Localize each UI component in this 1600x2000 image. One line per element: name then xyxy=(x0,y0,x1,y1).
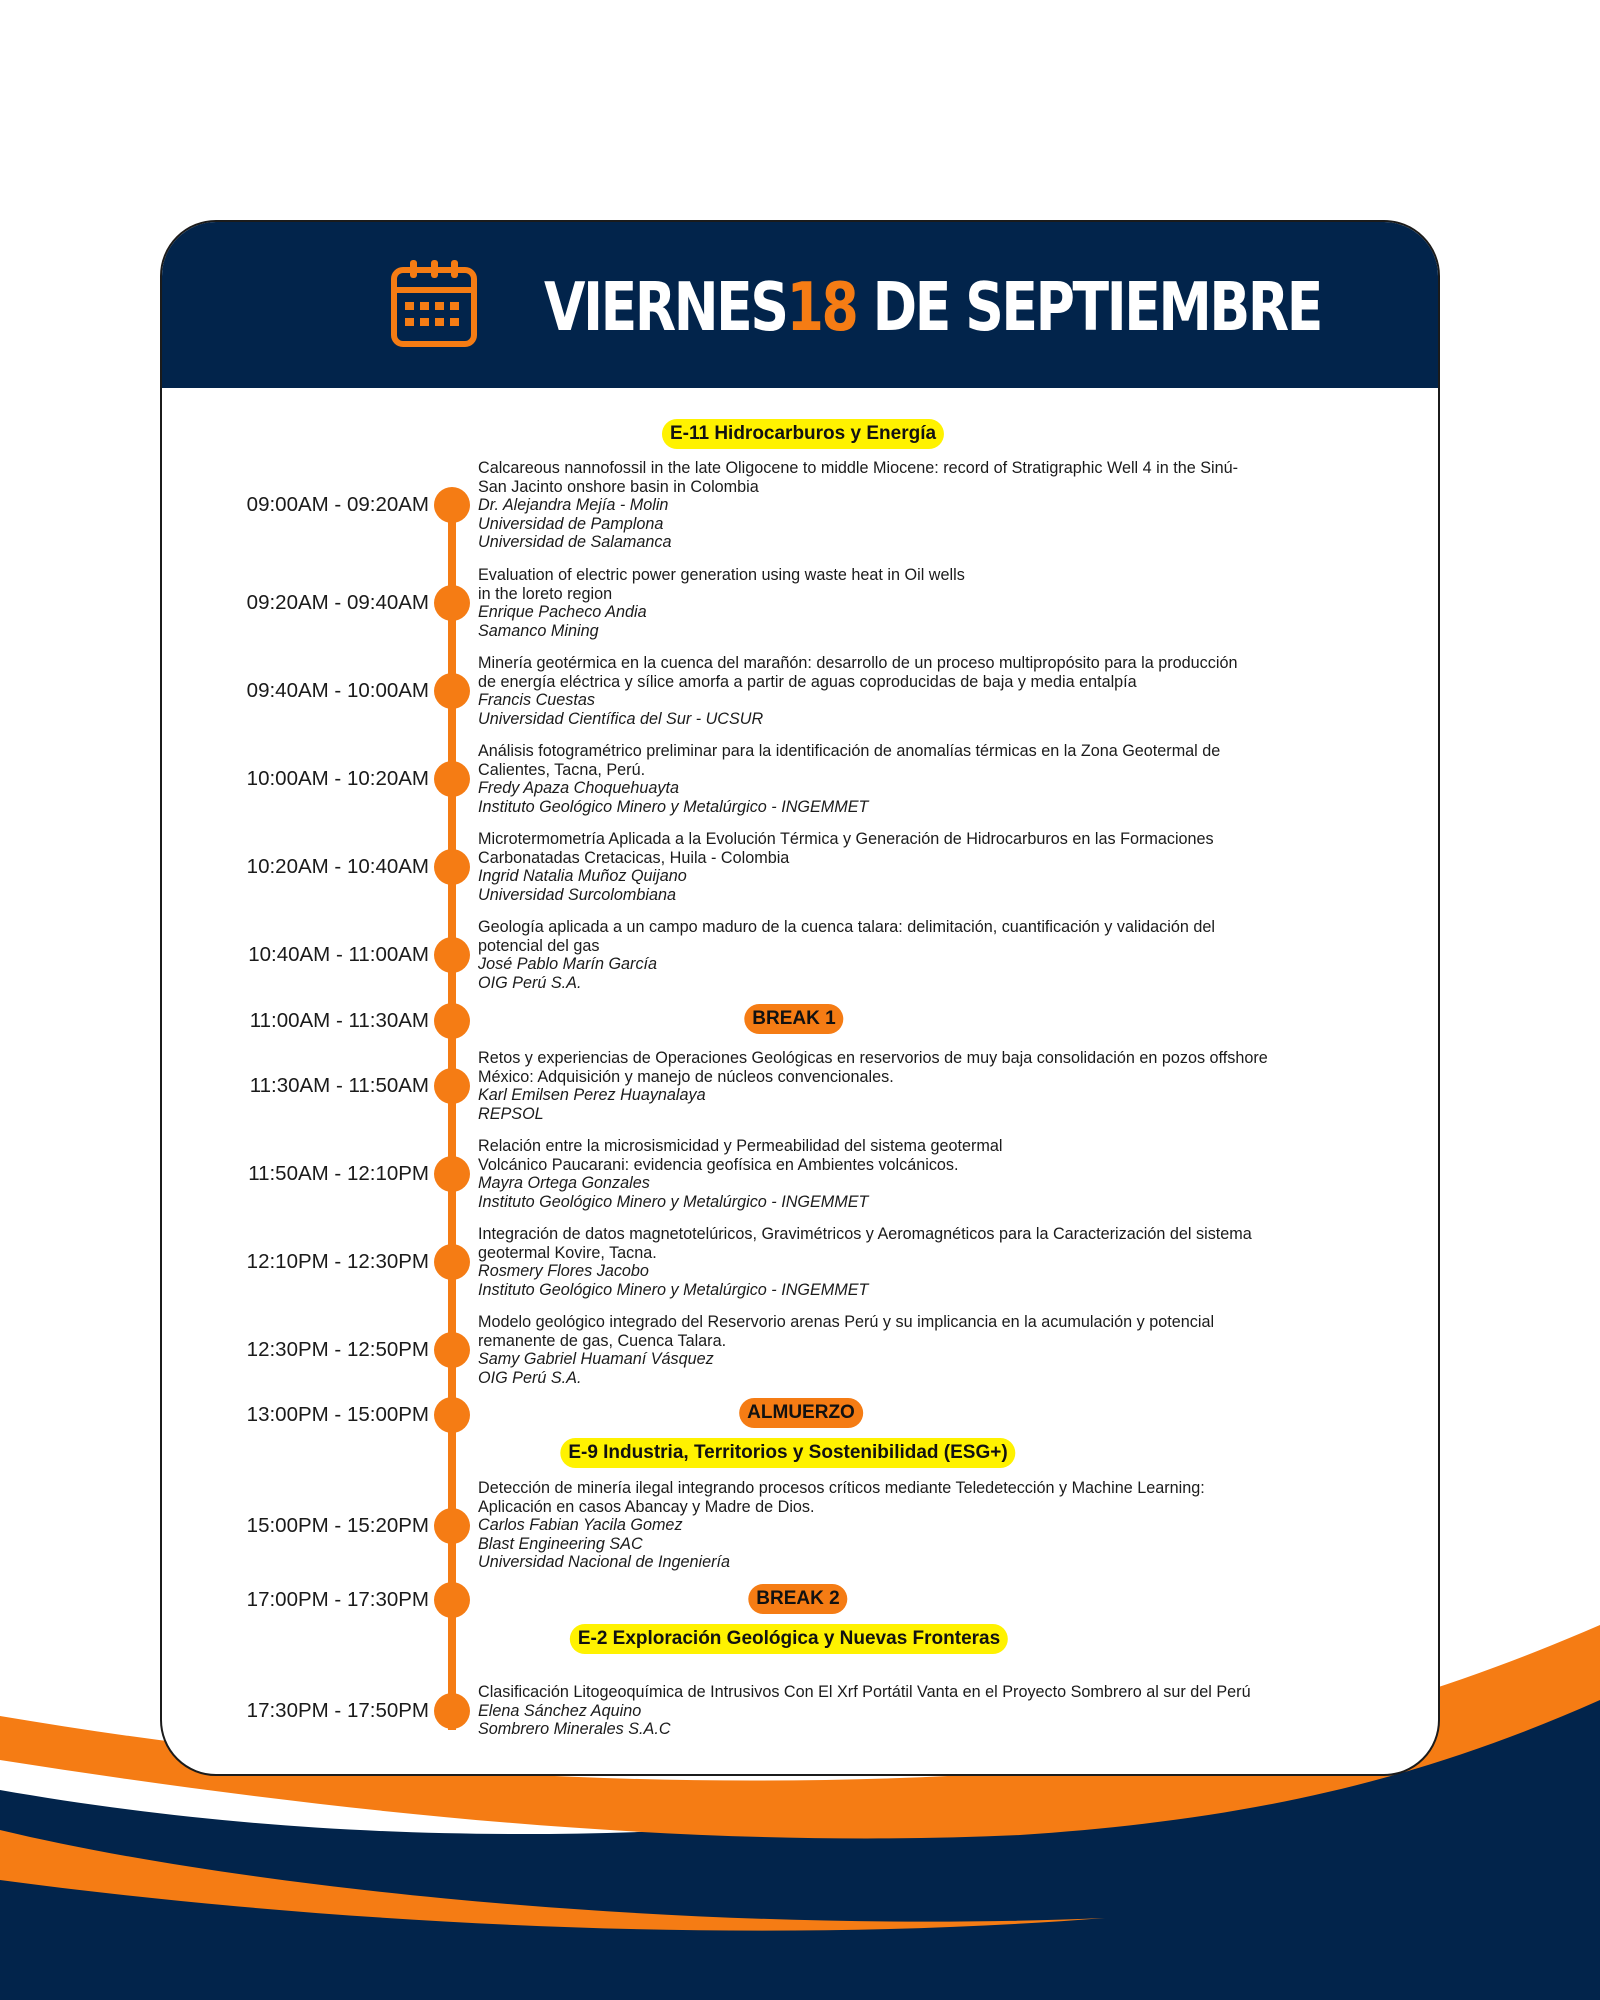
talk-author: José Pablo Marín García xyxy=(478,955,658,974)
time-slot: 15:00PM - 15:20PM xyxy=(246,1514,429,1537)
talk-affiliation: Universidad de Salamanca xyxy=(478,533,672,552)
title-month: DE SEPTIEMBRE xyxy=(872,268,1321,346)
talk-affiliation: Universidad Surcolombiana xyxy=(478,885,676,904)
title-day: VIERNES xyxy=(544,268,787,346)
talk-title-line: Carbonatadas Cretacicas, Huila - Colombia xyxy=(478,848,790,867)
talk-entry xyxy=(478,830,1398,904)
time-slot: 11:30AM - 11:50AM xyxy=(249,1074,429,1097)
card-header xyxy=(162,222,1438,388)
talk-affiliation: Sombrero Minerales S.A.C xyxy=(478,1720,671,1739)
talk-author: Elena Sánchez Aquino xyxy=(478,1701,642,1720)
talk-entry xyxy=(478,742,1398,816)
talk-entry xyxy=(478,918,1398,992)
section-pill: E-2 Exploración Geológica y Nuevas Fronteras xyxy=(570,1624,1008,1654)
talk-title-line: Integración de datos magnetotelúricos, Gravimétricos y Aeromagnéticos para la Caracterización del sistema xyxy=(478,1225,1252,1243)
timeline-dot xyxy=(434,1397,470,1433)
timeline-dot xyxy=(434,585,470,621)
talk-entry xyxy=(478,654,1398,728)
section-pill: BREAK 2 xyxy=(748,1584,847,1614)
talk-title-line: Calientes, Tacna, Perú. xyxy=(478,760,646,779)
page-title xyxy=(544,252,1321,362)
talk-affiliation: OIG Perú S.A. xyxy=(478,973,582,992)
talk-author: Dr. Alejandra Mejía - Molin xyxy=(478,496,669,515)
time-slot: 10:20AM - 10:40AM xyxy=(246,855,429,878)
talk-title-line: geotermal Kovire, Tacna. xyxy=(478,1243,657,1262)
talk-entry xyxy=(478,1049,1398,1123)
section-pill: BREAK 1 xyxy=(744,1004,843,1034)
talk-affiliation: OIG Perú S.A. xyxy=(478,1368,582,1387)
talk-title-line: Evaluation of electric power generation using waste heat in Oil wells xyxy=(478,566,965,584)
timeline-dot xyxy=(434,1003,470,1039)
talk-title-line: Calcareous nannofossil in the late Oligocene to middle Miocene: record of Stratigraphic Well 4 in the Sinú- xyxy=(478,459,1239,477)
talk-entry xyxy=(478,1683,1398,1739)
talk-title-line: San Jacinto onshore basin in Colombia xyxy=(478,477,759,496)
timeline-dot xyxy=(434,1332,470,1368)
time-slot: 10:00AM - 10:20AM xyxy=(246,767,429,790)
time-slot: 12:10PM - 12:30PM xyxy=(246,1250,429,1273)
talk-title-line: Retos y experiencias de Operaciones Geológicas en reservorios de muy baja consolidación en pozos offshore xyxy=(478,1049,1268,1067)
talk-title-line: Geología aplicada a un campo maduro de la cuenca talara: delimitación, cuantificación y validación del xyxy=(478,918,1215,936)
timeline-dot xyxy=(434,1068,470,1104)
timeline-dot xyxy=(434,487,470,523)
talk-author: Karl Emilsen Perez Huaynalaya xyxy=(478,1086,706,1105)
talk-entry xyxy=(478,1313,1398,1387)
time-slot: 11:00AM - 11:30AM xyxy=(249,1009,429,1032)
talk-title-line: Minería geotérmica en la cuenca del marañón: desarrollo de un proceso multipropósito para la producción xyxy=(478,654,1238,672)
time-slot: 10:40AM - 11:00AM xyxy=(248,943,429,966)
talk-affiliation: Samanco Mining xyxy=(478,621,599,640)
schedule-card xyxy=(160,220,1440,1776)
time-slot: 09:40AM - 10:00AM xyxy=(246,679,429,702)
talk-title-line: potencial del gas xyxy=(478,936,600,955)
time-slot: 17:00PM - 17:30PM xyxy=(246,1588,429,1611)
talk-author: Carlos Fabian Yacila Gomez xyxy=(478,1516,683,1535)
talk-title-line: Detección de minería ilegal integrando procesos críticos mediante Teledetección y Machine Learning: xyxy=(478,1479,1205,1497)
talk-affiliation: Universidad de Pamplona xyxy=(478,514,664,533)
title-day-number: 18 xyxy=(786,268,857,346)
section-pill: ALMUERZO xyxy=(739,1398,863,1428)
time-slot: 13:00PM - 15:00PM xyxy=(246,1403,429,1426)
timeline-dot xyxy=(434,1582,470,1618)
time-slot: 12:30PM - 12:50PM xyxy=(246,1338,429,1361)
timeline-dot xyxy=(434,1156,470,1192)
talk-affiliation: Instituto Geológico Minero y Metalúrgico - INGEMMET xyxy=(478,1192,869,1211)
talk-entry xyxy=(478,1137,1398,1211)
talk-author: Francis Cuestas xyxy=(478,691,595,710)
talk-entry xyxy=(478,459,1398,552)
timeline-dot xyxy=(434,1508,470,1544)
time-slot: 09:20AM - 09:40AM xyxy=(246,591,429,614)
talk-title-line: Modelo geológico integrado del Reservorio arenas Perú y su implicancia en la acumulación y potencial xyxy=(478,1313,1215,1331)
time-slot: 17:30PM - 17:50PM xyxy=(246,1699,429,1722)
timeline-dot xyxy=(434,937,470,973)
talk-author: Samy Gabriel Huamaní Vásquez xyxy=(478,1350,714,1369)
calendar-icon xyxy=(388,258,480,350)
talk-title-line: Análisis fotogramétrico preliminar para la identificación de anomalías térmicas en la Zona Geotermal de xyxy=(478,742,1221,760)
talk-title-line: de energía eléctrica y sílice amorfa a partir de aguas coproducidas de baja y media entalpía xyxy=(478,672,1137,691)
talk-affiliation: Blast Engineering SAC xyxy=(478,1534,643,1553)
time-slot: 11:50AM - 12:10PM xyxy=(248,1162,429,1185)
talk-entry xyxy=(478,1479,1398,1572)
talk-entry xyxy=(478,566,1398,640)
section-pill: E-11 Hidrocarburos y Energía xyxy=(662,419,944,449)
talk-entry xyxy=(478,1225,1398,1299)
timeline-dot xyxy=(434,1693,470,1729)
time-slot: 09:00AM - 09:20AM xyxy=(246,493,429,516)
talk-title-line: Volcánico Paucarani: evidencia geofísica en Ambientes volcánicos. xyxy=(478,1155,959,1174)
talk-title-line: Aplicación en casos Abancay y Madre de Dios. xyxy=(478,1497,815,1516)
talk-author: Fredy Apaza Choquehuayta xyxy=(478,779,679,798)
talk-title-line: Microtermometría Aplicada a la Evolución Térmica y Generación de Hidrocarburos en las Formaciones xyxy=(478,830,1214,848)
talk-affiliation: Universidad Nacional de Ingeniería xyxy=(478,1553,730,1572)
talk-title-line: México: Adquisición y manejo de núcleos convencionales. xyxy=(478,1067,894,1086)
talk-title-line: Clasificación Litogeoquímica de Intrusivos Con El Xrf Portátil Vanta en el Proyecto Sombrero al sur del Perú xyxy=(478,1683,1251,1701)
talk-author: Mayra Ortega Gonzales xyxy=(478,1174,650,1193)
talk-title-line: remanente de gas, Cuenca Talara. xyxy=(478,1331,727,1350)
timeline-dot xyxy=(434,761,470,797)
timeline-dot xyxy=(434,673,470,709)
talk-title-line: in the loreto region xyxy=(478,584,613,603)
timeline-dot xyxy=(434,1244,470,1280)
talk-affiliation: Instituto Geológico Minero y Metalúrgico - INGEMMET xyxy=(478,1280,869,1299)
talk-author: Rosmery Flores Jacobo xyxy=(478,1262,649,1281)
talk-author: Ingrid Natalia Muñoz Quijano xyxy=(478,867,687,886)
talk-author: Enrique Pacheco Andia xyxy=(478,603,647,622)
talk-affiliation: Universidad Científica del Sur - UCSUR xyxy=(478,709,764,728)
section-pill: E-9 Industria, Territorios y Sostenibilidad (ESG+) xyxy=(560,1438,1015,1468)
talk-title-line: Relación entre la microsismicidad y Permeabilidad del sistema geotermal xyxy=(478,1137,1003,1155)
talk-affiliation: Instituto Geológico Minero y Metalúrgico - INGEMMET xyxy=(478,797,869,816)
talk-affiliation: REPSOL xyxy=(478,1104,544,1123)
timeline-dot xyxy=(434,849,470,885)
